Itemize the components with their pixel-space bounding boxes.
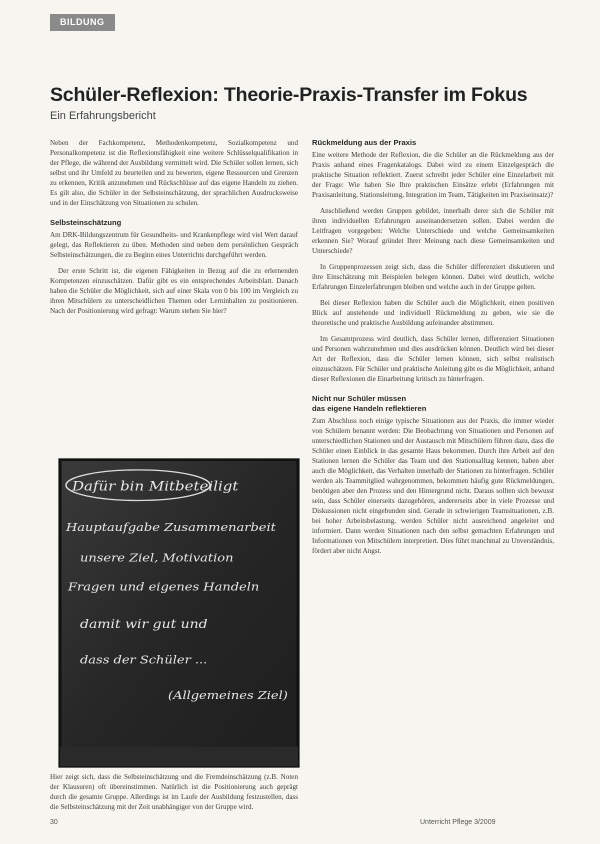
left-column (50, 138, 298, 322)
intro-paragraph: Neben der Fachkompetenz, Methodenkompetenz, Sozialkompetenz und Personalkompetenz ist die Reflexionsfähigkeit eine weitere Schlüsselqualifikation in der Pflege, die während der Ausbildung vermittelt wird. Die Schüler sollen lernen, sich selbst und ihr Umfeld zu beurteilen und zu bewerten, eigene Ressourcen und Grenzen zu erkennen, Kritik anzunehmen und Rückschlüsse auf das eigene Handeln zu ziehen. Es gilt also, die Schüler in der Selbsteinschätzung, der sprachlichen Ausdrucksweise und in der Einschätzung von Situationen zu schulen. (50, 139, 298, 207)
chalk-line: Fragen und eigenes Handeln (68, 580, 260, 594)
heading-line-2: das eigene Handeln reflektieren (312, 404, 427, 413)
article-title: Schüler-Reflexion: Theorie-Praxis-Transfer im Fokus (50, 84, 528, 106)
right-column (312, 138, 554, 562)
section-tag: BILDUNG (50, 14, 115, 31)
heading-rueckmeldung: Rückmeldung aus der Praxis (312, 138, 417, 147)
heading-line-1: Nicht nur Schüler müssen (312, 394, 407, 403)
chalk-line: Hauptaufgabe Zusammenarbeit (66, 520, 276, 534)
photo-caption: Hier zeigt sich, dass die Selbsteinschätzung und die Fremdeinschätzung (z.B. Noten der Klausuren) oft übereinstimmen. Natürlich ist die Positionierung auch geprägt durch die gesamte Gruppe. Allerdings ist im Laufe der Ausbildung festzustellen, dass die Selbsteinschätzung mit der Zeit unabhängiger von der Gruppe wird. (50, 773, 298, 811)
paragraph: Der erste Schritt ist, die eigenen Fähigkeiten in Bezug auf die zu erlernenden Kompetenzen einzuschätzen. Dafür gibt es ein entsprechendes Arbeitsblatt. Danach haben die Schüler die Möglichkeit, sich auf einer Skala von 0 bis 100 im Vergleich zu ihren Mitschülern zu unterscheidlichen Themen oder Lerninhalten zu positionieren. Nach der Positionierung wird gefragt: Warum stehen Sie hier? (50, 267, 298, 315)
chalk-line: unsere Ziel, Motivation (80, 551, 234, 565)
journal-reference: Unterricht Pflege 3/2009 (420, 819, 496, 826)
chalk-line: dass der Schüler ... (80, 653, 208, 667)
paragraph: Zum Abschluss noch einige typische Situationen aus der Praxis, die immer wieder von Schülern benannt werden: Die Beobachtung von Situationen und Personen auf unterschiedlichen Stationen und der Austausch mit Mitschülern führen dazu, dass die Schüler einen Einblick in das gesamte Haus bekommen. Durch ihre Arbeit auf den Stationen lernen die Schüler das Team und den Stationsalltag kennen, haben aber auch die Möglichkeit, das Verhalten innerhalb der Stationen zu hinterfragen. Schüler werden als Teammitglied wahrgenommen, bekommen häufig gute Rückmeldungen, benötigen aber den Prozess und den Hintergrund nicht. Daraus sollten sich bewusst sein, dass Schüler einerseits dazugehören, andererseits aber in viele Prozesse und Diskussionen nicht eingebunden sind. Gerade in schwierigen Teamsituationen, z.B. bei hoher Arbeitsbelastung, werden Schüler nicht ausreichend angeleitet und informiert. Dann werden Situationen nach den selbst gemachten Erfahrungen und Informationen von Mitschülern interpretiert. Dies führt manchmal zu Unverständnis, fördert aber nicht Angst. (312, 417, 554, 555)
chalk-line: Dafür bin Mitbeteiligt (72, 479, 239, 494)
paragraph: Bei dieser Reflexion haben die Schüler auch die Möglichkeit, einen positiven Blick auf anstehende und individuell Rückmeldung zu geben, wie sie die theoretische und praktische Ausbildung aufeinander abstimmen. (312, 299, 554, 327)
chalk-line: damit wir gut und (80, 617, 208, 632)
paragraph: In Gruppenprozessen zeigt sich, dass die Schüler differenziert diskutieren und ihre Einschätzung mit Beispielen belegen können. Dabei wird deutlich, welche Erfahrungen Einzelerfahrungen bleiben und welche auch in der Gruppe gelten. (312, 263, 554, 291)
chalk-line: (Allgemeines Ziel) (168, 689, 288, 702)
chalkboard-photo (58, 458, 300, 768)
article-subtitle: Ein Erfahrungsbericht (50, 110, 156, 122)
heading-selbsteinschaetzung: Selbsteinschätzung (50, 218, 122, 227)
paragraph: Im Gesamtprozess wird deutlich, dass Schüler lernen, differenziert Situationen und Personen wahrzunehmen und dies ausdrücken können. Deutlich wird bei dieser Art der Reflexion, dass die Schüler lernen können, sich selbst realistisch einzuschätzen. Für Schüler und praktische Anleitung gibt es die Möglichkeit, anhand dieser Reflexionen die Einarbeitung kritisch zu hinterfragen. (312, 335, 554, 383)
heading-nicht-nur-schueler (312, 394, 554, 414)
paragraph: Eine weitere Methode der Reflexion, die die Schüler an die Rückmeldung aus der Praxis anhand eines Fragenkatalogs. Dabei wird zu einem Einzelgespräch die praktische Situation reflektiert. Zuerst schreibt jeder Schüler eine Einzelarbeit mit der Frage: Wie haben Sie Ihre praktischen Einsätze erlebt (Erfahrungen mit Praxisanleitung, Stationsleitung, Integration im Team, Tätigkeiten im Praxiseinsatz)? (312, 151, 554, 199)
paragraph: Anschließend werden Gruppen gebildet, innerhalb derer sich die Schüler mit ihren individuellen Erfahrungen auseinandersetzen sollen. Dabei werden die Leitfragen vorgegeben: Welche Unterschiede und welche Gemeinsamkeiten erkennen Sie? Worauf gründet Ihrer Meinung nach diese Gemeinsamkeiten und Unterschiede? (312, 207, 554, 255)
page-number: 30 (50, 819, 58, 826)
paragraph: Am DRK-Bildungszentrum für Gesundheits- und Krankenpflege wird viel Wert darauf gelegt, das Reflektieren zu üben. Methoden sind neben dem persönlichen Gespräch Selbsteinschätzungen, die zu Beginn eines Unterrichts durchgeführt werden. (50, 231, 298, 259)
